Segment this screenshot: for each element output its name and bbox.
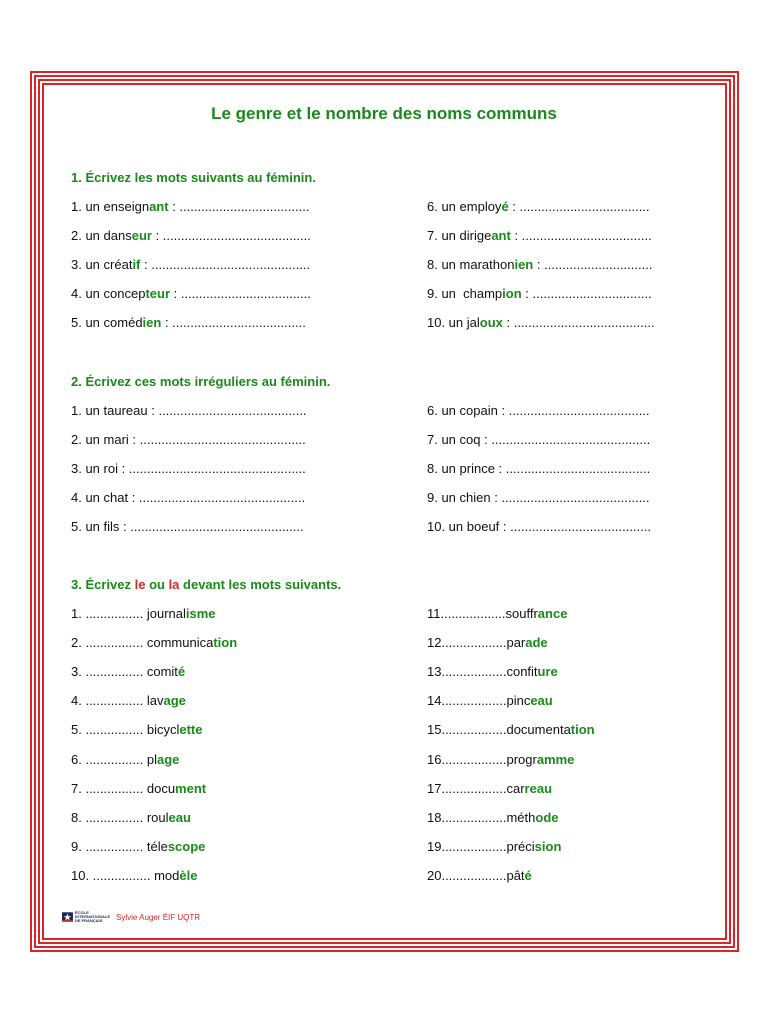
item-ending: ure xyxy=(537,664,558,680)
item-text: 10. ................ mod xyxy=(71,867,180,883)
item-ending: ance xyxy=(537,606,568,621)
exercise-item xyxy=(71,635,237,651)
exercise-item xyxy=(427,781,552,797)
item-text: 16..................progr xyxy=(427,751,537,767)
exercise-item: 8. un prince : ........................................ xyxy=(427,461,651,476)
exercise-item xyxy=(427,752,574,768)
item-blank: : .............................. xyxy=(533,257,653,272)
item-ending: tion xyxy=(213,635,238,651)
school-logo xyxy=(62,908,110,926)
exercise-item xyxy=(71,228,311,244)
item-ending: ette xyxy=(179,722,203,738)
item-ending: oux xyxy=(479,315,503,330)
exercise-item xyxy=(427,722,595,738)
item-text: 5. ................ bicycl xyxy=(71,722,180,738)
section3-heading xyxy=(71,577,341,592)
exercise-item: 10. un boeuf : ....................................... xyxy=(427,519,651,534)
item-text: 6. ................ pl xyxy=(71,751,157,767)
item-text: 7. un dirige xyxy=(427,228,492,243)
exercise-item xyxy=(427,315,655,331)
item-blank: : ............................................ xyxy=(140,257,311,272)
item-text: 6. un employ xyxy=(427,199,502,214)
item-text: 15..................documenta xyxy=(427,722,571,738)
exercise-item xyxy=(71,315,306,331)
exercise-item xyxy=(71,199,309,215)
item-text: 1. un enseign xyxy=(71,199,150,214)
item-ending: é xyxy=(177,664,186,680)
item-blank: : .................................... xyxy=(170,286,311,301)
item-ending: scope xyxy=(167,838,206,854)
item-text: 13..................confit xyxy=(427,664,538,680)
item-ending: isme xyxy=(185,606,216,621)
exercise-item: 2. un mari : .............................................. xyxy=(71,432,306,447)
item-text: 14..................pinc xyxy=(427,693,531,709)
exercise-item xyxy=(71,693,186,709)
item-ending: teur xyxy=(145,286,171,301)
item-ending: age xyxy=(156,751,180,767)
exercise-item xyxy=(427,839,561,855)
author-credit: Sylvie Auger ÉIF UQTR xyxy=(116,912,201,922)
section3-heading-pre: 3. Écrivez xyxy=(71,577,135,592)
item-text: 17..................car xyxy=(427,780,525,796)
exercise-item xyxy=(427,810,559,826)
exercise-item xyxy=(427,693,553,709)
item-ending: reau xyxy=(524,780,553,796)
item-blank: : .................................... xyxy=(508,199,650,214)
item-ending: ment xyxy=(175,780,207,796)
section1-heading: 1. Écrivez les mots suivants au féminin. xyxy=(71,170,316,185)
item-ending: ion xyxy=(502,286,522,301)
exercise-item xyxy=(427,257,652,273)
item-text: 5. un coméd xyxy=(71,315,143,330)
section3-heading-mid: ou xyxy=(145,577,169,592)
page-title: Le genre et le nombre des noms communs xyxy=(211,104,557,123)
item-ending: ien xyxy=(514,257,534,272)
item-ending: é xyxy=(501,199,509,214)
item-ending: tion xyxy=(570,722,595,738)
item-text: 1. ................ journal xyxy=(71,606,186,621)
item-text: 9. un champ xyxy=(427,286,503,301)
item-ending: if xyxy=(132,257,141,272)
exercise-item xyxy=(427,635,548,651)
item-ending: eau xyxy=(530,693,553,709)
item-blank: : ....................................... xyxy=(502,315,655,330)
item-ending: ant xyxy=(149,199,169,214)
exercise-item xyxy=(71,752,179,768)
section3-heading-post: devant les mots suivants. xyxy=(179,577,342,592)
exercise-item: 7. un coq : ............................................ xyxy=(427,432,651,447)
item-ending: ant xyxy=(491,228,511,243)
exercise-item xyxy=(71,839,205,855)
exercise-item: 1. un taureau : ......................................... xyxy=(71,403,307,418)
item-text: 7. ................ docu xyxy=(71,780,176,796)
exercise-item xyxy=(71,810,191,826)
section3-heading-la: la xyxy=(168,577,180,592)
item-text: 8. ................ roul xyxy=(71,809,169,825)
item-blank: : .................................... xyxy=(510,228,652,243)
exercise-item: 5. un fils : ................................................ xyxy=(71,519,304,534)
item-ending: é xyxy=(524,867,532,883)
item-ending: ode xyxy=(535,809,559,825)
exercise-item xyxy=(71,286,311,302)
item-text: 2. ................ communica xyxy=(71,635,214,651)
item-text: 20..................pât xyxy=(427,867,525,883)
exercise-item xyxy=(427,664,558,680)
exercise-item xyxy=(71,868,197,884)
exercise-item xyxy=(427,228,652,244)
item-ending: ade xyxy=(525,635,548,651)
exercise-item xyxy=(71,781,206,797)
exercise-item xyxy=(71,606,216,622)
exercise-item xyxy=(71,722,203,738)
exercise-item xyxy=(427,606,567,622)
item-text: 2. un dans xyxy=(71,228,132,243)
exercise-item: 6. un copain : ....................................... xyxy=(427,403,650,418)
item-text: 18..................méth xyxy=(427,809,536,825)
item-blank: : ................................. xyxy=(521,286,652,301)
item-ending: sion xyxy=(534,838,562,854)
item-text: 8. un marathon xyxy=(427,257,515,272)
item-ending: eau xyxy=(168,809,191,825)
exercise-item xyxy=(427,868,532,884)
item-text: 10. un jal xyxy=(427,315,480,330)
section2-heading: 2. Écrivez ces mots irréguliers au féminin. xyxy=(71,374,331,389)
exercise-item xyxy=(71,257,310,273)
item-ending: ien xyxy=(142,315,162,330)
exercise-item xyxy=(71,664,185,680)
item-text: 4. ................ lav xyxy=(71,693,164,709)
item-text: 12..................par xyxy=(427,635,526,651)
footer xyxy=(62,908,200,926)
exercise-item: 9. un chien : ......................................... xyxy=(427,490,650,505)
item-text: 4. un concep xyxy=(71,286,146,301)
item-ending: age xyxy=(163,693,186,709)
item-text: 9. ................ téle xyxy=(71,838,168,854)
item-text: 3. ................ comit xyxy=(71,664,178,680)
item-ending: eur xyxy=(131,228,152,243)
exercise-item xyxy=(427,199,650,215)
exercise-item: 4. un chat : .............................................. xyxy=(71,490,306,505)
item-text: 19..................préci xyxy=(427,838,535,854)
item-ending: amme xyxy=(536,751,575,767)
item-blank: : ......................................... xyxy=(151,228,311,243)
exercise-item: 3. un roi : ................................................. xyxy=(71,461,306,476)
exercise-item xyxy=(427,286,652,302)
section3-heading-le: le xyxy=(134,577,146,592)
item-text: 3. un créat xyxy=(71,257,133,272)
logo-text: ÉCOLE INTERNATIONALE DE FRANÇAIS xyxy=(74,910,110,923)
star-flag-icon xyxy=(62,910,73,924)
item-blank: : ..................................... xyxy=(161,315,306,330)
item-ending: èle xyxy=(179,867,198,883)
item-blank: : .................................... xyxy=(168,199,310,214)
item-text: 11..................souffr xyxy=(427,606,538,621)
